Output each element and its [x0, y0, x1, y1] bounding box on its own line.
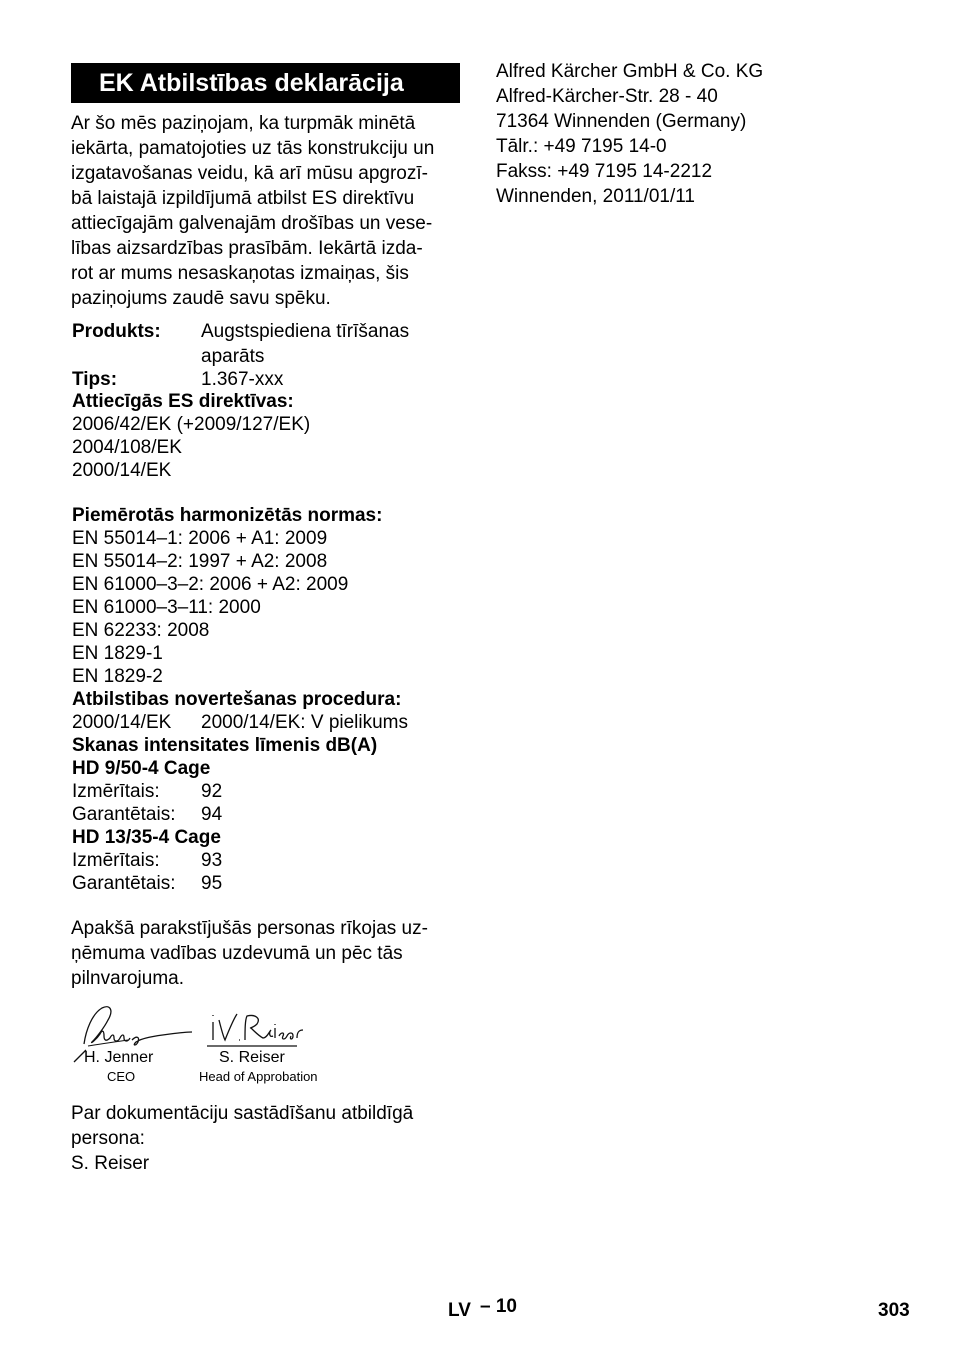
measured-row [72, 849, 408, 872]
type-label: Tips: [72, 369, 118, 390]
signature-role: Head of Approbation [199, 1069, 318, 1084]
closing-line: pilnvarojuma. [71, 968, 184, 989]
intro-line: lības aizsardzības prasībām. Iekārtā izda- [71, 238, 423, 259]
signature-name: H. Jenner [84, 1049, 154, 1066]
intro-line: Ar šo mēs paziņojam, ka turpmāk minētā [71, 113, 416, 134]
address-line: 71364 Winnenden (Germany) [496, 111, 747, 132]
procedure-col1: 2000/14/EK [72, 712, 172, 733]
address-line: Winnenden, 2011/01/11 [496, 186, 695, 207]
guaranteed-row [72, 872, 408, 895]
directives-heading: Attiecīgās ES direktīvas: [72, 391, 294, 412]
page-title: EK Atbilstības deklarācija [71, 63, 460, 103]
procedure-col2: 2000/14/EK: V pielikums [201, 712, 409, 733]
closing-paragraph [71, 916, 463, 991]
guaranteed-label: Garantētais: [72, 804, 176, 825]
model-name: HD 9/50-4 Cage [72, 758, 211, 779]
procedure-row [72, 711, 408, 734]
norms-heading: Piemērotās harmonizētās normas: [72, 505, 383, 526]
doc-person-line: Par dokumentāciju sastādīšanu atbildīgā [71, 1103, 414, 1124]
model-name: HD 13/35-4 Cage [72, 827, 221, 848]
directives-section [72, 390, 310, 482]
intro-line: attiecīgajām galvenajām drošības un vese- [71, 213, 433, 234]
closing-line: ņēmuma vadības uzdevumā un pēc tās [71, 943, 403, 964]
guaranteed-value: 94 [201, 804, 223, 825]
intro-paragraph [71, 111, 463, 311]
intro-line: paziņojums zaudē savu spēku. [71, 288, 331, 309]
intro-line: izgatavošanas veidu, kā arī mūsu apgrozī- [71, 163, 428, 184]
intro-line: rot ar mums nesaskaņotas izmaiņas, šis [71, 263, 409, 284]
page-number: 303 [878, 1300, 910, 1321]
closing-line: Apakšā parakstījušās personas rīkojas uz- [71, 918, 428, 939]
type-field [72, 368, 283, 391]
norms-section [72, 504, 408, 895]
address-line: Tālr.: +49 7195 14-0 [496, 136, 667, 157]
type-value: 1.367-xxx [201, 369, 284, 390]
signature-role: CEO [107, 1069, 136, 1084]
norm-item: EN 1829-2 [72, 666, 163, 687]
product-value-line1: Augstspiediena tīrīšanas [201, 321, 410, 342]
signature-reiser [205, 1010, 315, 1050]
documentation-person [71, 1101, 413, 1176]
measured-label: Izmērītais: [72, 781, 160, 802]
directive-item: 2000/14/EK [72, 460, 172, 481]
measured-value: 93 [201, 850, 223, 871]
guaranteed-label: Garantētais: [72, 873, 176, 894]
norm-item: EN 1829-1 [72, 643, 163, 664]
address-line: Fakss: +49 7195 14-2212 [496, 161, 713, 182]
measured-row [72, 780, 408, 803]
norm-item: EN 55014–1: 2006 + A1: 2009 [72, 528, 328, 549]
noise-heading: Skanas intensitates līmenis dB(A) [72, 735, 378, 756]
norm-item: EN 62233: 2008 [72, 620, 210, 641]
intro-line: iekārta, pamatojoties uz tās konstrukciju un [71, 138, 435, 159]
footer-language: LV [448, 1300, 471, 1321]
directive-item: 2004/108/EK [72, 437, 182, 458]
norm-item: EN 55014–2: 1997 + A2: 2008 [72, 551, 328, 572]
product-label: Produkts: [72, 321, 161, 342]
address-line: Alfred-Kärcher-Str. 28 - 40 [496, 86, 718, 107]
product-value-line2: aparāts [201, 346, 265, 367]
product-value [201, 320, 409, 368]
signature-name: S. Reiser [219, 1049, 285, 1066]
guaranteed-row [72, 803, 408, 826]
doc-person-line: S. Reiser [71, 1153, 150, 1174]
intro-line: bā laistajā izpildījumā atbilst ES direktīvu [71, 188, 415, 209]
guaranteed-value: 95 [201, 873, 223, 894]
norm-item: EN 61000–3–11: 2000 [72, 597, 261, 618]
measured-value: 92 [201, 781, 223, 802]
company-address [496, 59, 763, 209]
measured-label: Izmērītais: [72, 850, 160, 871]
footer-section-number: – 10 [480, 1296, 517, 1317]
address-line: Alfred Kärcher GmbH & Co. KG [496, 61, 764, 82]
directive-item: 2006/42/EK (+2009/127/EK) [72, 414, 311, 435]
product-field [72, 320, 409, 368]
doc-person-line: persona: [71, 1128, 145, 1149]
norm-item: EN 61000–3–2: 2006 + A2: 2009 [72, 574, 349, 595]
procedure-heading: Atbilstibas novertešanas procedura: [72, 689, 402, 710]
